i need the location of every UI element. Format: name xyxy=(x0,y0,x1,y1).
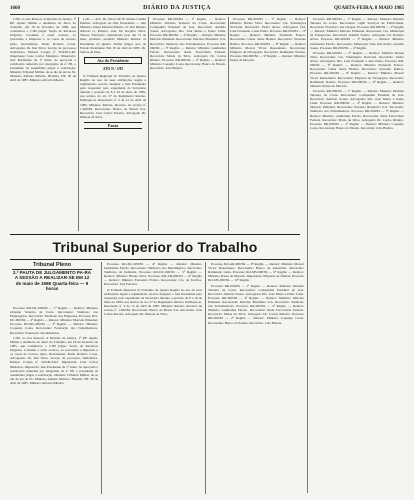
column-5 xyxy=(310,17,404,493)
column-5-text: Processo RR-000/84 — 1ª Região — Relator: Ministro Orlando Teixeira da Costa. Recorrente: Light Serviços de Eletricidade. Recorrido: Francisco das Chagas. Processo RR-000/84 — 2ª Região — Relator: Ministro Marcelo Pimentel. Recorrente: Cia. Municipal de Transportes. Recorrido: Ademir Santos. Advogado Dr. Roberto Alves. Processo RR-000/84 — 3ª Região — Relator: Ministro Guimarães Falcão. Recorrente: Mineração Vale. Recorrido: Geraldo Souza. Processo RR-000/84 — 4ª Região. xyxy=(310,17,404,50)
pleno-column-middle xyxy=(104,262,202,494)
pleno-column-right xyxy=(208,262,304,494)
page-number: 1660 xyxy=(10,5,20,11)
ato-number: ATO N.º 5/85 xyxy=(102,66,124,71)
pleno-right-text: Processo RO-AR-000/84 — 8ª Região — Relator: Ministro Mozart Victor Russomano. Recorrente: Banco da Amazônia. Recorrido: Raimundo Lima. Processo RO-MS-000/84 — 9ª Região — Relator: Ministro Prates de Macedo. Impetrante: Empresa de Ônibus. Processo RO-MS-000/84 — 10ª Região. xyxy=(208,262,304,283)
pleno-middle-text-continued: O Tribunal Regional do Trabalho da Quarta Região no uso de suas atribuições legais e regimentais, resolve designar o Juiz Presidente para responder pelo expediente da Secretaria durante o período de 8 a 16 de maio de 1985, nos termos do art. 27 do Regimento Interno. Publique-se. Resolução nº 4 de 12 de abril de 1985. Ministro Relator. Recurso de revista nº 1.400/84. Recorrente: Banco do Brasil S/A. Recorrido: José Carlos Pereira. Advogado Dr. Manoel da Silva. xyxy=(104,287,202,317)
tribunal-pleno-heading: Tribunal Pleno xyxy=(12,262,92,270)
column-2 xyxy=(80,17,146,229)
pleno-column-left xyxy=(10,306,98,494)
column-divider xyxy=(205,262,206,494)
column-2b-text: O Tribunal Regional do Trabalho da Quarta Região no uso de suas atribuições legais e regimentais, resolve designar o Juiz Presidente para responder pelo expediente da Secretaria durante o período de 8 a 16 de maio de 1985, nos termos do art. 27 do Regimento Interno. Publique-se. Resolução nº 4 de 12 de abril de 1985. Ministro Relator. Recurso de revista nº 1.400/84. Recorrente: Banco do Brasil S/A. Recorrido: José Carlos Pereira. Advogado Dr. Manoel da Silva. xyxy=(80,73,146,119)
pleno-left-text: Processo RO-DC-000/84 — 1ª Região — Relator: Ministro Orlando Teixeira da Costa. Recorrente: Sindicato dos Empregados. Recorrido: Sindicato das Empresas. Processo RO-DC-000/84 — 2ª Região — Relator: Ministro Marcelo Pimentel. Processo RO-DC-000/84 — 3ª Região — Relator: Ministro Coqueijo Costa. Recorrente: Federação dos Trabalhadores. Recorrido: Federação das Indústrias. xyxy=(10,306,98,335)
column-3 xyxy=(150,17,226,229)
pleno-middle-text: Processo RO-DC-000/84 — 4ª Região — Relator: Ministro Guimarães Falcão. Recorrente: Sindicato dos Metalúrgicos. Recorrido: Sindicato da Indústria. Processo RO-DC-000/84 — 5ª Região — Relator: Ministro Barata Silva. Processo RO-AR-000/84 — 6ª Região — Relator: Ministro Fernando Franco. Recorrente: Cia. de Tecidos. Recorrido: José Ferreira. xyxy=(104,262,202,287)
tribunal-section-heading: Tribunal Superior do Trabalho xyxy=(10,234,300,260)
column-3-text: Processo RR-000/84 — 1ª Região — Relator: Ministro Orlando Teixeira da Costa. Recorrente: Companhia Estadual de Gás. Recorrido: Antônio Souza. Advogados Drs. José Maria e Paulo Lima. Processo RR-000/84 — 4ª Região — Relator: Ministro Marcelo Pimentel. Recorrente: Petróleo Brasileiro S/A. Recorrido: Sindicato dos Trabalhadores. Processo RR-000/84 — 3ª Região — Relator: Ministro Guimarães Falcão. Recorrente: Rede Ferroviária Federal. Recorrido: Maria da Silva. Advogado Dr. Carlos Ribeiro. Processo RR-000/84 — 2ª Região — Relator: Ministro Coqueijo Costa. Recorrente: Banco do Estado. Recorrido: João Batista. xyxy=(150,17,226,71)
page-header xyxy=(10,4,404,12)
column-divider xyxy=(101,262,102,494)
column-divider xyxy=(228,17,229,231)
pleno-left-text-continued: CJM, os atos Pessoal. A Decisão da Justiça. 1ª RF. Ajuízo Militar e Auditoria do Juízo do Trabalho, em 18 de fevereiro de 1985, que considerou o CJM julgar. Seção de Recursos Julgados. Costume a ouvir recurso, ao procurado a Impresso e os casos de recurso juízo. Reclamante. Paulo Roberto Costa. Advogados Dr. Rui Silva. Secção de processos Judiciários. Habeas Corpus nº 30.949-4-RJ. Impetrante: Luiz Carlos Medeiros. Impetrado: Juiz Presidente da 1ª Junta. Se aprovada a solicitação remetida por telegrama da nº 88, o presidente da assembleia julgar a solicitação. Ministro Tribunal Militar, de se diz de até de fls. Ministro Alfredo Ribeiro. Brasília, DF, 28 de abril de 1985. Ministro Alfredo Ribeiro. xyxy=(10,335,98,385)
column-1-text: CJM, os atos Pessoal. A Decisão da Justiça. 1ª RF. Ajuízo Militar e Auditoria do Juízo do Trabalho, em 18 de fevereiro de 1985, que considerou o CJM julgar. Seção de Recursos Julgados. Costume a ouvir recurso, ao procurado a Impresso e os casos de recurso juízo. Reclamante. Paulo Roberto Costa. Advogados Dr. Rui Silva. Secção de processos Judiciários. Habeas Corpus nº 30.949-4-RJ. Impetrante: Luiz Carlos Medeiros. Impetrado: Juiz Presidente da 1ª Junta. Se aprovada a solicitação remetida por telegrama da nº 88, o presidente da assembleia julgar a solicitação. Ministro Tribunal Militar, de se diz de até de fls. Ministro Alfredo Ribeiro. Brasília, DF, 28 de abril de 1985. Ministro Alfredo Ribeiro. xyxy=(10,17,76,83)
column-1 xyxy=(10,17,76,229)
section-title-ato: Ato do Presidente xyxy=(84,57,142,64)
column-5-text-more: Processo RR-000/84 — 1ª Região — Relator: Ministro Orlando Teixeira da Costa. Recorrente: Companhia Estadual de Gás. Recorrido: Antônio Souza. Advogados Drs. José Maria e Paulo Lima. Processo RR-000/84 — 4ª Região — Relator: Ministro Marcelo Pimentel. Recorrente: Petróleo Brasileiro S/A. Recorrido: Sindicato dos Trabalhadores. Processo RR-000/84 — 3ª Região — Relator: Ministro Guimarães Falcão. Recorrente: Rede Ferroviária Federal. Recorrido: Maria da Silva. Advogado Dr. Carlos Ribeiro. Processo RR-000/84 — 2ª Região — Relator: Ministro Coqueijo Costa. Recorrente: Banco do Estado. Recorrido: João Batista. xyxy=(310,88,404,130)
column-2-text: Lello — Adv. Dr. Valero M. B. Sindes Camila Paulino. Advogado do Juiz. Presidente — Juiz Ministro Juizes Moreira Ribeiro. Sr. Rui Ribeiro Alberto G. Ribeiro. Adv. Dr. Rogério Silva. Tantos. Execução comunicada pelo dia 13 de maio próximo, incluído Ministro Relator. O Presidente da Quarta Turma julgou atos de Estado Presidente. Em 18 de abril de 1985. Dr. Santos de Pina. xyxy=(80,17,146,54)
pleno-right-text-continued: Processo RR-000/84 — 1ª Região — Relator: Ministro Orlando Teixeira da Costa. Recorrente: Companhia Estadual de Gás. Recorrido: Antônio Souza. Advogados Drs. José Maria e Paulo Lima. Processo RR-000/84 — 4ª Região — Relator: Ministro Marcelo Pimentel. Recorrente: Petróleo Brasileiro S/A. Recorrido: Sindicato dos Trabalhadores. Processo RR-000/84 — 3ª Região — Relator: Ministro Guimarães Falcão. Recorrente: Rede Ferroviária Federal. Recorrido: Maria da Silva. Advogado Dr. Carlos Ribeiro. Processo RR-000/84 — 2ª Região — Relator: Ministro Coqueijo Costa. Recorrente: Banco do Estado. Recorrido: João Batista. xyxy=(208,283,304,325)
section-title-pauta: Pauta xyxy=(84,122,142,129)
publication-date: QUARTA-FEIRA, 8 MAIO 1985 xyxy=(333,5,404,11)
pauta-notice: 2.ª PAUTA DE JULGAMENTO PA-RA A SESSÃO A REALIZAR-SE EM 12 de maio de 1985 Quarta-feira — 9 horas xyxy=(12,270,92,292)
column-divider xyxy=(78,17,79,231)
column-4-text: Processo RR-000/84 — 5ª Região — Relator: Ministro Barata Silva. Recorrente: Cia. Siderúrgica Nacional. Recorrido: Pedro Alves. Advogados Drs. Luiz Fernando e Ana Paula. Processo RR-000/84 — 6ª Região — Relator: Ministro Fernando Franco. Recorrente: Usina Santa Helena. Recorrido: Severino Ramos. Processo RR-000/84 — 8ª Região — Relator: Ministro Mozart Victor Russomano. Recorrente: Empresa de Navegação. Recorrido: Raimundo Nonato. Processo RR-000/84 — 9ª Região — Relator: Ministro Prates de Macedo. xyxy=(230,17,306,62)
header-rule xyxy=(10,14,404,15)
column-4 xyxy=(230,17,306,229)
column-divider xyxy=(148,17,149,231)
column-5-text-continued: Processo RR-000/84 — 5ª Região — Relator: Ministro Barata Silva. Recorrente: Cia. Siderúrgica Nacional. Recorrido: Pedro Alves. Advogados Drs. Luiz Fernando e Ana Paula. Processo RR-000/84 — 6ª Região — Relator: Ministro Fernando Franco. Recorrente: Usina Santa Helena. Recorrido: Severino Ramos. Processo RR-000/84 — 8ª Região — Relator: Ministro Mozart Victor Russomano. Recorrente: Empresa de Navegação. Recorrido: Raimundo Nonato. Processo RR-000/84 — 9ª Região — Relator: Ministro Prates de Macedo. xyxy=(310,50,404,88)
column-divider xyxy=(307,17,308,493)
journal-title: DIÁRIO DA JUSTIÇA xyxy=(143,5,211,11)
